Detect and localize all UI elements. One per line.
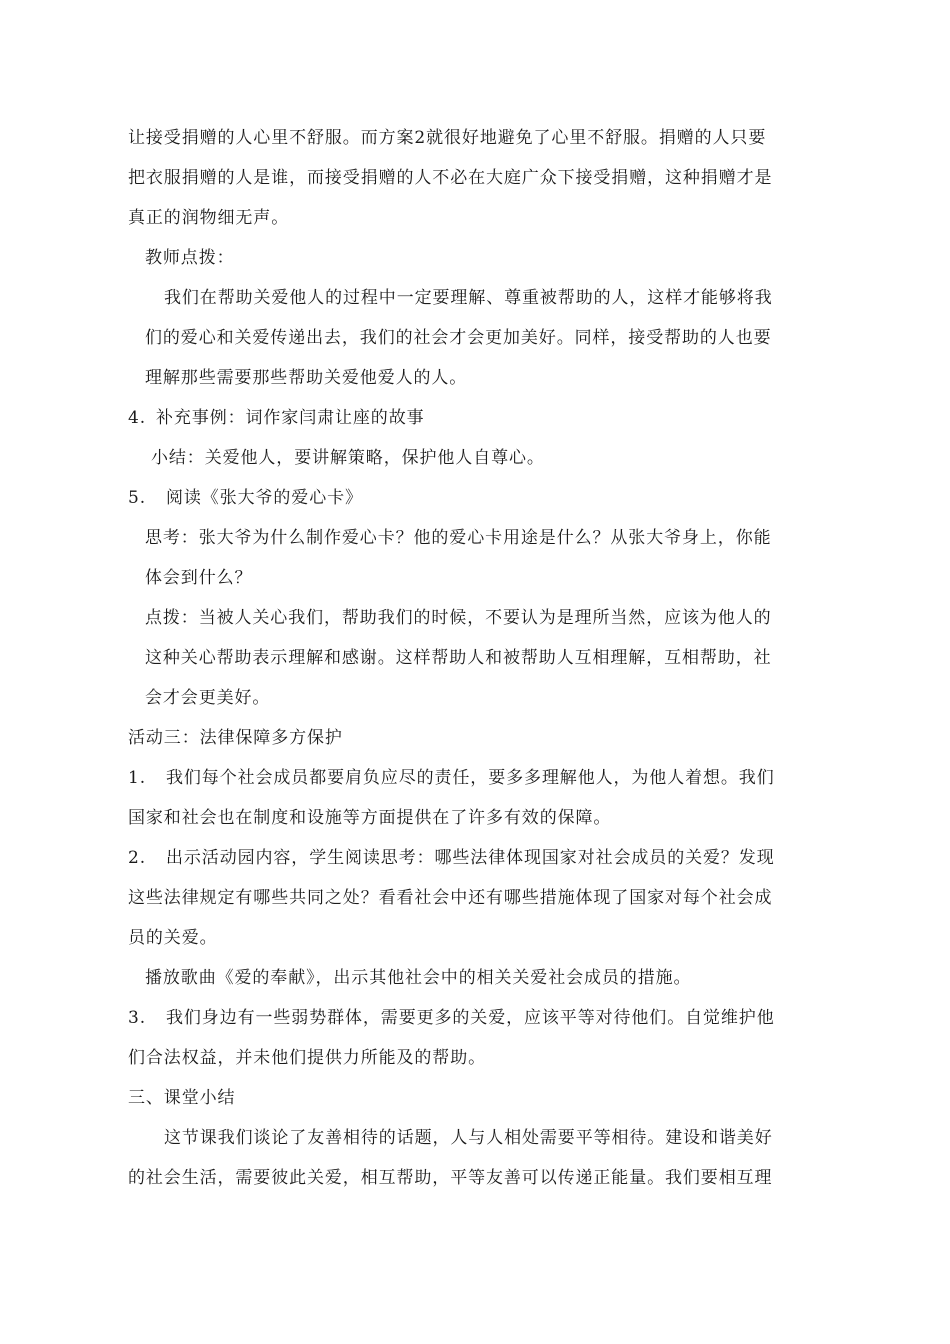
numbered-item xyxy=(128,847,775,869)
item-text: 我们每个社会成员都要肩负应尽的责任，要多多理解他人，为他人着想。我们 xyxy=(166,768,775,788)
item-number: 2. xyxy=(128,848,147,868)
text-line: 播放歌曲《爱的奉献》，出示其他社会中的相关关爱社会成员的措施。 xyxy=(145,968,692,988)
section-heading: 活动三：法律保障多方保护 xyxy=(128,728,343,748)
text-line: 会才会更美好。 xyxy=(145,688,271,708)
text-line: 这些法律规定有哪些共同之处？看看社会中还有哪些措施体现了国家对每个社会成 xyxy=(128,888,773,908)
text-line: 点拨：当被人关心我们，帮助我们的时候，不要认为是理所当然，应该为他人的 xyxy=(145,608,772,628)
numbered-item xyxy=(128,767,775,789)
item-number: 5. xyxy=(128,488,147,508)
section-heading: 三、课堂小结 xyxy=(128,1088,236,1108)
text-line: 的社会生活，需要彼此关爱，相互帮助，平等友善可以传递正能量。我们要相互理 xyxy=(128,1168,773,1188)
text-line: 真正的润物细无声。 xyxy=(128,208,290,228)
numbered-item xyxy=(128,1007,775,1029)
text-line: 体会到什么？ xyxy=(145,568,253,588)
text-line: 思考：张大爷为什么制作爱心卡？他的爱心卡用途是什么？从张大爷身上，你能 xyxy=(145,528,772,548)
text-line: 国家和社会也在制度和设施等方面提供在了许多有效的保障。 xyxy=(128,808,612,828)
text-line: 们的爱心和关爱传递出去，我们的社会才会更加美好。同样，接受帮助的人也要 xyxy=(145,328,772,348)
text-line: 让接受捐赠的人心里不舒服。而方案2就很好地避免了心里不舒服。捐赠的人只要 xyxy=(128,128,767,148)
text-line: 们合法权益，并未他们提供力所能及的帮助。 xyxy=(128,1048,486,1068)
section-label: 教师点拨： xyxy=(145,248,235,268)
numbered-item xyxy=(128,407,425,429)
numbered-item xyxy=(128,487,363,509)
item-number: 1. xyxy=(128,768,147,788)
item-text: 我们身边有一些弱势群体，需要更多的关爱，应该平等对待他们。自觉维护他 xyxy=(166,1008,775,1028)
item-text: 阅读《张大爷的爱心卡》 xyxy=(166,488,363,508)
text-line: 把衣服捐赠的人是谁，而接受捐赠的人不必在大庭广众下接受捐赠，这种捐赠才是 xyxy=(128,168,773,188)
item-number: 4. xyxy=(128,408,147,428)
text-line: 小结：关爱他人，要讲解策略，保护他人自尊心。 xyxy=(151,448,545,468)
text-line: 理解那些需要那些帮助关爱他爱人的人。 xyxy=(145,368,468,388)
text-line: 我们在帮助关爱他人的过程中一定要理解、尊重被帮助的人，这样才能够将我 xyxy=(164,288,773,308)
text-line: 员的关爱。 xyxy=(128,928,218,948)
item-text: 出示活动园内容，学生阅读思考：哪些法律体现国家对社会成员的关爱？发现 xyxy=(166,848,775,868)
text-line: 这节课我们谈论了友善相待的话题，人与人相处需要平等相待。建设和谐美好 xyxy=(164,1128,773,1148)
text-line: 这种关心帮助表示理解和感谢。这样帮助人和被帮助人互相理解，互相帮助，社 xyxy=(145,648,772,668)
item-number: 3. xyxy=(128,1008,147,1028)
item-text: 补充事例：词作家闫肃让座的故事 xyxy=(156,408,425,428)
